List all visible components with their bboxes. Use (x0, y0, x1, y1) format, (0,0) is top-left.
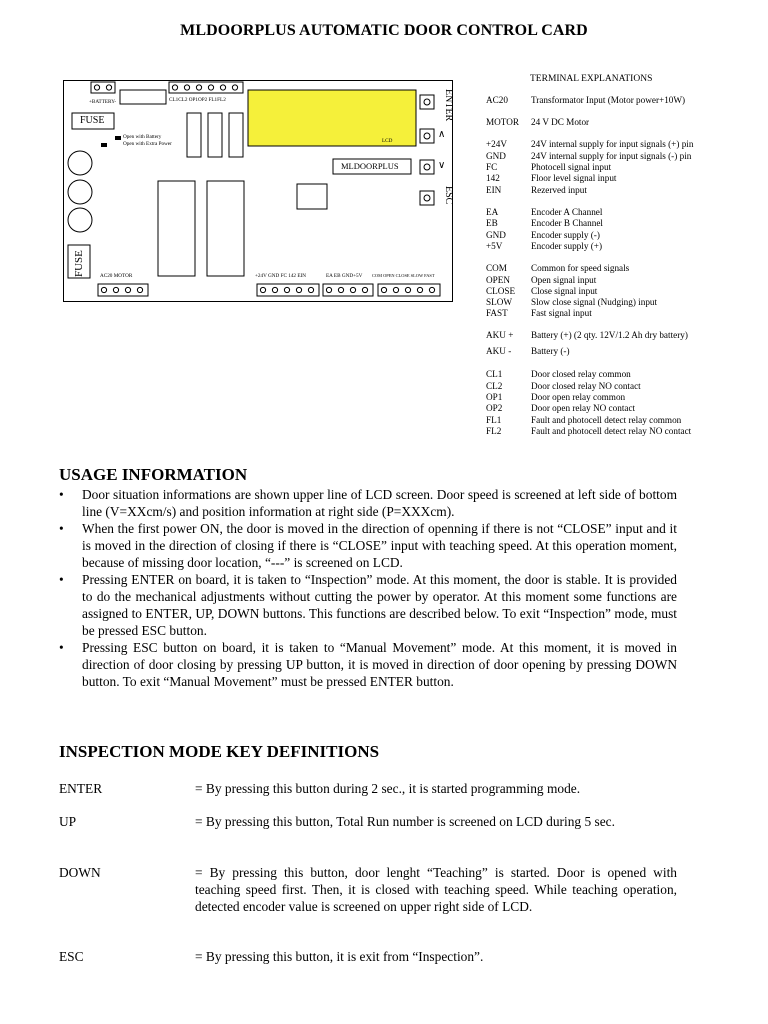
speed-terminal-block (378, 284, 440, 296)
usage-item (59, 520, 677, 571)
board-drawing (64, 81, 454, 303)
microcontroller-chip (297, 184, 327, 209)
terminal-description: Door open relay NO contact (531, 403, 636, 413)
usage-item-text: When the first power ON, the door is moved in the direction of openning if there is not “CLOSE” input and it is moved in the direction of closing if there is “CLOSE” input with teaching speed. At this operation moment, because of missing door location, “---” is screened on LCD. (82, 521, 677, 570)
terminal-code: FL1 (486, 415, 502, 425)
terminal-code: GND (486, 151, 506, 161)
terminal-code: SLOW (486, 297, 513, 307)
jumper-power-label: Open with Extra Power (123, 141, 172, 147)
usage-item-text: Pressing ENTER on board, it is taken to “Inspection” mode. At this moment, the door is stable. It is provided to do the mechanical adjustments without cutting the power by operator. At this moment some functions are assigned to ENTER, UP, DOWN buttons. This functions are described below. To exit “Inspection” mode, must be pressed ESC button. (82, 572, 677, 638)
usage-heading: USAGE INFORMATION (59, 465, 248, 484)
terminal-description: Door closed relay common (531, 369, 631, 379)
key-definition: = By pressing this button, door lenght “Teaching” is started. Door is opened with teaching speed first. Then, it is closed with teaching speed. While teaching operation, detected encoder value is screened on upper right side of LCD. (195, 865, 677, 914)
bullet-icon: • (59, 640, 64, 655)
terminal-description: Door open relay common (531, 392, 626, 402)
terminal-code: FC (486, 162, 498, 172)
terminal-description: Open signal input (531, 275, 597, 285)
battery-terminal-block (91, 82, 115, 93)
capacitor-1 (68, 151, 92, 175)
jumper-battery-label: Open with Battery (123, 134, 162, 140)
terminal-code: OP2 (486, 403, 503, 413)
encoder-terminals-label: EA EB GND+5V (326, 273, 363, 279)
usage-list (59, 486, 677, 690)
terminal-code: AC20 (486, 95, 508, 105)
lcd-label: LCD (382, 138, 393, 144)
esc-label: ESC (443, 186, 454, 205)
key-definition: = By pressing this button during 2 sec., it is started programming mode. (195, 781, 581, 796)
usage-item (59, 571, 677, 639)
terminal-description: Battery (-) (531, 346, 570, 356)
terminal-explanations-heading: TERMINAL EXPLANATIONS (530, 74, 653, 84)
terminal-code: EIN (486, 185, 502, 195)
encoder-terminal-block (323, 284, 373, 296)
terminal-description: Floor level signal input (531, 173, 617, 183)
terminal-description: Close signal input (531, 286, 598, 296)
fuse-left-label: FUSE (73, 250, 85, 277)
terminal-description: 24V internal supply for input signals (+) pin (531, 139, 694, 149)
speed-terminals-label: COM OPEN CLOSE SLOW FAST (372, 273, 435, 278)
key-definition: = By pressing this button, Total Run number is screened on LCD during 5 sec. (195, 814, 615, 829)
usage-item (59, 486, 677, 520)
terminal-description: Encoder supply (+) (531, 241, 603, 251)
battery-label: +BATTERY- (89, 99, 117, 105)
terminal-description: Fault and photocell detect relay NO contact (531, 426, 692, 436)
terminal-description: Encoder supply (-) (531, 230, 600, 240)
battery-connector (120, 90, 166, 104)
up-arrow-icon: ∧ (438, 129, 446, 140)
bullet-icon: • (59, 572, 64, 587)
motor-terminals-label: AC20 MOTOR (100, 273, 133, 279)
terminal-description: Door closed relay NO contact (531, 381, 641, 391)
terminal-description: Rezerved input (531, 185, 587, 195)
terminal-code: AKU - (486, 346, 512, 356)
enter-label: ENTER (443, 89, 454, 122)
terminal-description: Fast signal input (531, 308, 592, 318)
terminal-code: MOTOR (486, 117, 520, 127)
down-arrow-icon: ∨ (438, 160, 446, 171)
signal-terminals-label: +24V GND FC 142 EIN (255, 273, 306, 279)
terminal-description: Fault and photocell detect relay common (531, 415, 682, 425)
terminal-code: AKU + (486, 330, 514, 340)
terminal-code: CLOSE (486, 286, 516, 296)
terminal-code: CL1 (486, 369, 503, 379)
terminal-code: 142 (486, 173, 500, 183)
terminal-description: 24V internal supply for input signals (-) pin (531, 151, 692, 161)
capacitor-3 (68, 208, 92, 232)
usage-item-text: Door situation informations are shown upper line of LCD screen. Door speed is screened at left side of bottom line (V=XXcm/s) and position information at right side (P=XXXcm). (82, 487, 677, 519)
relay-terminal-block (169, 82, 243, 93)
control-card-diagram (63, 80, 453, 302)
key-definition: = By pressing this button, it is exit from “Inspection”. (195, 949, 484, 964)
key-name: DOWN (59, 865, 101, 880)
terminal-description: Slow close signal (Nudging) input (531, 297, 658, 307)
fuse-top-label: FUSE (80, 115, 105, 126)
board-buttons (420, 95, 434, 205)
brand-label: MLDOORPLUS (341, 161, 399, 171)
terminal-code: +5V (486, 241, 503, 251)
terminal-code: EB (486, 218, 498, 228)
bullet-icon: • (59, 487, 64, 502)
terminal-code: EA (486, 207, 499, 217)
terminal-description: Photocell signal input (531, 162, 612, 172)
bullet-icon: • (59, 521, 64, 536)
terminal-description: Transformator Input (Motor power+10W) (531, 95, 686, 105)
capacitor-2 (68, 180, 92, 204)
terminal-description: Encoder B Channel (531, 218, 603, 228)
terminal-description: Encoder A Channel (531, 207, 603, 217)
usage-item-text: Pressing ESC button on board, it is taken to “Manual Movement” mode. At this moment, it is moved in direction of door closing by pressing UP button, it is moved in direction of door opening by pressing DOWN button. To exit “Manual Movement” must be pressed ENTER button. (82, 640, 677, 689)
key-name: ESC (59, 949, 84, 964)
terminal-code: FL2 (486, 426, 502, 436)
motor-terminal-block (98, 284, 148, 296)
terminal-code: COM (486, 263, 507, 273)
inspection-heading: INSPECTION MODE KEY DEFINITIONS (59, 742, 380, 761)
terminal-code: FAST (486, 308, 508, 318)
key-name: UP (59, 814, 77, 829)
terminal-code: OPEN (486, 275, 510, 285)
terminal-description: 24 V DC Motor (531, 117, 590, 127)
signal-terminal-block (257, 284, 319, 296)
terminal-code: OP1 (486, 392, 503, 402)
terminal-code: CL2 (486, 381, 503, 391)
usage-item (59, 639, 677, 690)
key-name: ENTER (59, 781, 103, 796)
page-title: MLDOORPLUS AUTOMATIC DOOR CONTROL CARD (180, 22, 588, 39)
terminal-description: Battery (+) (2 qty. 12V/1.2 Ah dry battery) (531, 330, 688, 340)
relay-terminals-label: CL1CL2 OP1OP2 FL1FL2 (169, 97, 226, 103)
terminal-description: Common for speed signals (531, 263, 630, 273)
terminal-code: +24V (486, 139, 508, 149)
terminal-code: GND (486, 230, 506, 240)
